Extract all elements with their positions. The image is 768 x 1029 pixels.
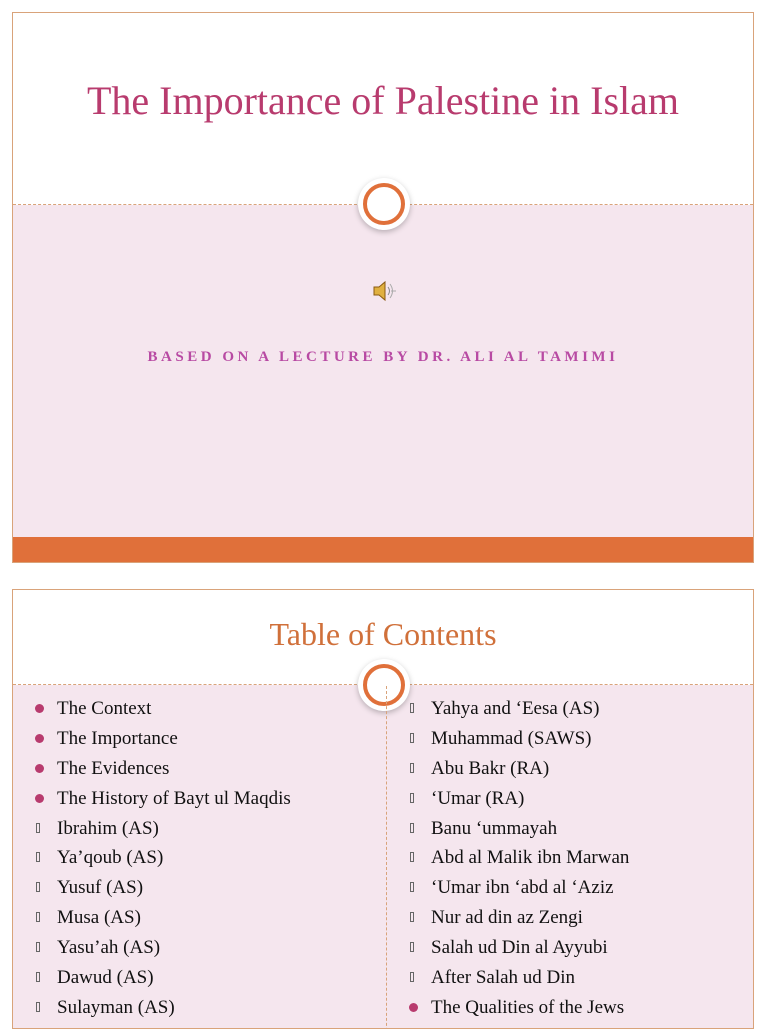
toc-item-label: Abu Bakr (RA) — [431, 757, 550, 779]
footer-bar — [13, 537, 753, 563]
toc-item-label: Banu ‘ummayah — [431, 817, 558, 839]
speaker-icon[interactable] — [371, 278, 397, 304]
toc-item — [25, 843, 291, 873]
bullet-box-icon — [36, 942, 40, 952]
toc-item-label: Abd al Malik ibn Marwan — [431, 847, 630, 869]
toc-item-label: Muhammad (SAWS) — [431, 727, 592, 749]
bullet-dot-icon — [35, 794, 44, 803]
bullet-box-icon — [410, 942, 414, 952]
toc-item — [25, 784, 291, 814]
bullet-box-icon — [36, 852, 40, 862]
toc-item-label: After Salah ud Din — [431, 967, 576, 989]
toc-item-label: The History of Bayt ul Maqdis — [57, 787, 291, 809]
toc-title: Table of Contents — [269, 616, 497, 652]
toc-item-label: Yusuf (AS) — [57, 877, 144, 899]
bullet-box-icon — [410, 972, 414, 982]
bullet-dot-icon — [35, 764, 44, 773]
bullet-box-icon — [36, 823, 40, 833]
toc-item — [399, 694, 629, 724]
toc-item-label: Nur ad din az Zengi — [431, 907, 583, 929]
toc-item — [399, 903, 629, 933]
toc-item — [399, 784, 629, 814]
toc-item-label: Yasu’ah (AS) — [57, 937, 161, 959]
bullet-box-icon — [410, 912, 414, 922]
bullet-box-icon — [410, 793, 414, 803]
bullet-dot-icon — [35, 704, 44, 713]
toc-item — [399, 724, 629, 754]
bullet-dot-icon — [409, 1003, 418, 1012]
bullet-box-icon — [410, 733, 414, 743]
title-slide — [12, 12, 754, 563]
toc-item-label: The Qualities of the Jews — [431, 996, 625, 1018]
toc-right-column — [399, 694, 629, 1023]
toc-item-label: Ibrahim (AS) — [57, 817, 159, 839]
toc-item — [399, 873, 629, 903]
content-band — [13, 205, 753, 537]
toc-item — [399, 843, 629, 873]
bullet-dot-icon — [35, 734, 44, 743]
column-divider — [386, 686, 387, 1029]
toc-item — [399, 993, 629, 1023]
toc-item — [399, 963, 629, 993]
toc-item-label: The Importance — [57, 727, 178, 749]
toc-item — [25, 694, 291, 724]
toc-item — [25, 933, 291, 963]
toc-item-label: Sulayman (AS) — [57, 996, 175, 1018]
bullet-box-icon — [36, 972, 40, 982]
bullet-box-icon — [36, 1002, 40, 1012]
toc-item-label: ‘Umar ibn ‘abd al ‘Aziz — [431, 877, 614, 899]
toc-item-label: Musa (AS) — [57, 907, 141, 929]
bullet-box-icon — [410, 823, 414, 833]
toc-item-label: Yahya and ‘Eesa (AS) — [431, 698, 600, 719]
toc-item — [25, 873, 291, 903]
bullet-box-icon — [36, 882, 40, 892]
toc-item-label: ‘Umar (RA) — [431, 787, 525, 809]
bullet-box-icon — [410, 763, 414, 773]
toc-item — [399, 933, 629, 963]
toc-item-label: Ya’qoub (AS) — [57, 847, 164, 869]
slide-title: The Importance of Palestine in Islam — [86, 78, 680, 123]
toc-item — [25, 903, 291, 933]
bullet-box-icon — [410, 882, 414, 892]
toc-left-column — [25, 694, 291, 1023]
toc-item — [399, 814, 629, 844]
toc-item-label: Dawud (AS) — [57, 967, 154, 989]
circle-ornament — [363, 183, 405, 225]
subtitle: BASED ON A LECTURE BY DR. ALI AL TAMIMI — [147, 349, 619, 365]
bullet-box-icon — [410, 703, 414, 713]
toc-item — [399, 754, 629, 784]
toc-item — [25, 993, 291, 1023]
bullet-box-icon — [410, 852, 414, 862]
bullet-box-icon — [36, 912, 40, 922]
contents-slide — [12, 589, 754, 1029]
toc-item — [25, 814, 291, 844]
toc-item — [25, 963, 291, 993]
toc-item-label: Salah ud Din al Ayyubi — [431, 937, 608, 959]
toc-item — [25, 724, 291, 754]
toc-item-label: The Evidences — [57, 757, 170, 779]
toc-item — [25, 754, 291, 784]
toc-item-label: The Context — [57, 698, 152, 719]
